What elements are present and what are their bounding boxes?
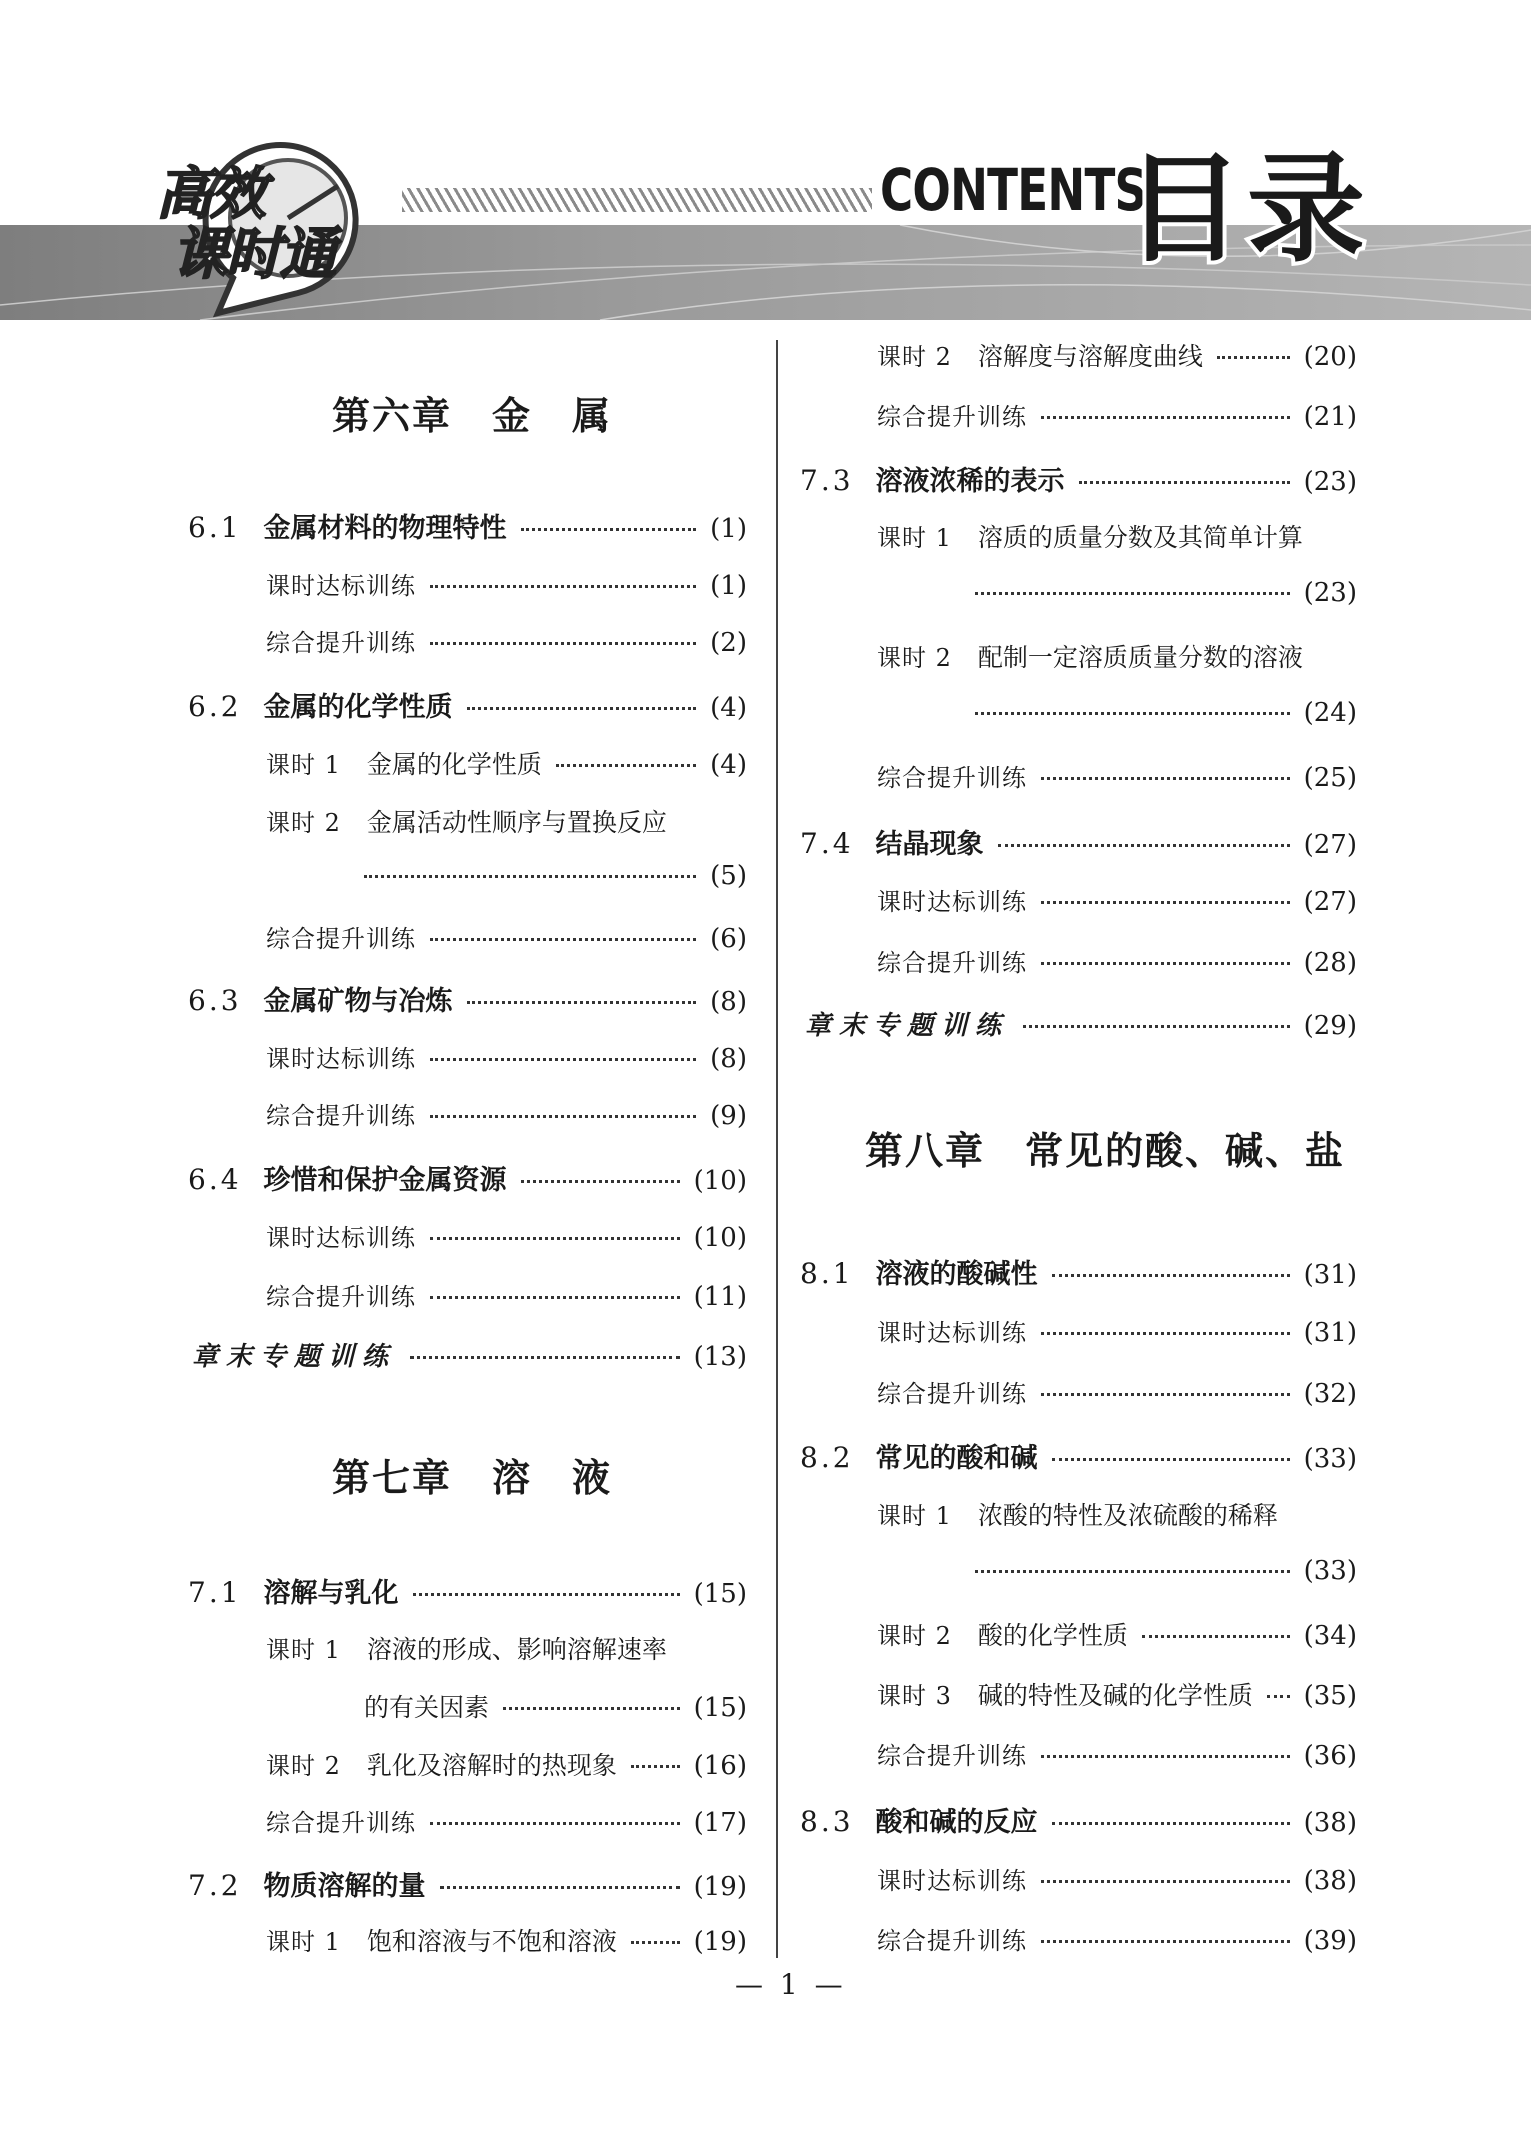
section-title: 金属材料的物理特性 bbox=[263, 513, 507, 544]
leader-dots bbox=[1041, 1755, 1290, 1758]
logo-line-2: 课时通 bbox=[172, 222, 334, 287]
leader-dots bbox=[1052, 1458, 1290, 1461]
leader-dots bbox=[1041, 1393, 1290, 1396]
page-ref: (9) bbox=[710, 1101, 747, 1131]
page-ref: (4) bbox=[710, 693, 747, 723]
entry-label: 综合提升训练 bbox=[877, 1927, 1027, 1955]
leader-dots bbox=[1267, 1695, 1290, 1698]
page-ref: (10) bbox=[693, 1166, 747, 1196]
page-ref: (33) bbox=[1303, 1556, 1357, 1586]
section-title: 溶液的酸碱性 bbox=[875, 1259, 1038, 1290]
contents-label: CONTENTS bbox=[880, 156, 1147, 224]
leader-dots bbox=[975, 1570, 1290, 1573]
page-ref: (10) bbox=[693, 1223, 747, 1253]
entry-text: 饱和溶液与不饱和溶液 bbox=[366, 1927, 617, 1956]
toc-entry-continuation[interactable] bbox=[975, 578, 1357, 622]
toc-entry[interactable] bbox=[877, 1861, 1357, 1905]
page-ref: (27) bbox=[1303, 887, 1357, 917]
section-number: 7.1 bbox=[188, 1576, 242, 1609]
entry-label: 综合提升训练 bbox=[266, 925, 416, 953]
toc-entry-continuation[interactable] bbox=[975, 698, 1357, 742]
toc-entry[interactable] bbox=[877, 518, 1357, 562]
entry-label: 课时达标训练 bbox=[877, 1319, 1027, 1347]
page-title: 目录 bbox=[1125, 140, 1370, 278]
section-number: 6.3 bbox=[188, 984, 242, 1017]
chapter-heading: 第七章 溶 液 bbox=[332, 1455, 613, 1500]
toc-entry[interactable] bbox=[877, 1676, 1357, 1720]
page-ref: (23) bbox=[1303, 578, 1357, 608]
page-ref: (33) bbox=[1303, 1444, 1357, 1474]
page-ref: (15) bbox=[693, 1579, 747, 1609]
page-ref: (16) bbox=[693, 1751, 747, 1781]
page-ref: (2) bbox=[710, 628, 747, 658]
toc-entry[interactable] bbox=[877, 638, 1357, 682]
leader-dots bbox=[1041, 1332, 1290, 1335]
page-ref: (28) bbox=[1303, 948, 1357, 978]
entry-label: 课时达标训练 bbox=[877, 888, 1027, 916]
leader-dots bbox=[1041, 1940, 1290, 1943]
entry-text: 溶解度与溶解度曲线 bbox=[977, 342, 1203, 371]
leader-dots bbox=[631, 1941, 680, 1944]
entry-text: 溶液的形成、影响溶解速率 bbox=[366, 1635, 667, 1664]
leader-dots bbox=[1041, 416, 1290, 419]
page-ref: (27) bbox=[1303, 830, 1357, 860]
toc-entry[interactable] bbox=[877, 1374, 1357, 1418]
page-ref: (31) bbox=[1303, 1260, 1357, 1290]
section-number: 6.2 bbox=[188, 690, 242, 723]
entry-label: 课时 2 bbox=[877, 343, 952, 371]
chapter-heading: 第六章 金 属 bbox=[332, 393, 613, 438]
page-ref: (4) bbox=[710, 750, 747, 780]
page-ref: (6) bbox=[710, 924, 747, 954]
entry-text: 金属活动性顺序与置换反应 bbox=[366, 808, 667, 837]
entry-label: 课时 2 bbox=[877, 1622, 952, 1650]
page-number: — 1 — bbox=[735, 1968, 847, 2001]
leader-dots bbox=[1041, 1880, 1290, 1883]
page-ref: (19) bbox=[693, 1927, 747, 1957]
toc-entry[interactable] bbox=[877, 1736, 1357, 1780]
entry-label: 综合提升训练 bbox=[877, 1742, 1027, 1770]
section-title: 常见的酸和碱 bbox=[875, 1443, 1038, 1474]
page-ref: (19) bbox=[693, 1872, 747, 1902]
toc-entry[interactable] bbox=[877, 758, 1357, 802]
page-ref: (36) bbox=[1303, 1741, 1357, 1771]
page-ref: (24) bbox=[1303, 698, 1357, 728]
entry-label: 课时达标训练 bbox=[266, 1045, 416, 1073]
entry-text: 碱的特性及碱的化学性质 bbox=[977, 1681, 1253, 1710]
entry-label: 综合提升训练 bbox=[266, 1102, 416, 1130]
page-ref: (1) bbox=[710, 514, 747, 544]
entry-label: 综合提升训练 bbox=[877, 403, 1027, 431]
entry-text: 浓酸的特性及浓硫酸的稀释 bbox=[977, 1501, 1278, 1530]
section-title: 珍惜和保护金属资源 bbox=[263, 1165, 507, 1196]
toc-entry-continuation[interactable] bbox=[975, 1556, 1357, 1600]
page-ref: (32) bbox=[1303, 1379, 1357, 1409]
section-number: 8.1 bbox=[800, 1257, 854, 1290]
entry-text: 溶质的质量分数及其简单计算 bbox=[977, 523, 1303, 552]
leader-dots bbox=[975, 712, 1290, 715]
page-ref: (31) bbox=[1303, 1318, 1357, 1348]
leader-dots bbox=[1052, 1274, 1290, 1277]
toc-section[interactable] bbox=[800, 1436, 1357, 1480]
toc-entry[interactable] bbox=[877, 1313, 1357, 1357]
toc-entry[interactable] bbox=[877, 337, 1357, 381]
page-ref: (20) bbox=[1303, 342, 1357, 372]
toc-section[interactable] bbox=[800, 822, 1357, 866]
entry-label: 课时 2 bbox=[266, 1752, 341, 1780]
page-ref: (25) bbox=[1303, 763, 1357, 793]
leader-dots bbox=[1142, 1635, 1290, 1638]
section-title: 金属的化学性质 bbox=[263, 692, 453, 723]
entry-label: 课时 1 bbox=[266, 1928, 341, 1956]
entry-text: 乳化及溶解时的热现象 bbox=[366, 1751, 617, 1780]
entry-text: 配制一定溶质质量分数的溶液 bbox=[977, 643, 1303, 672]
entry-label: 综合提升训练 bbox=[877, 764, 1027, 792]
chapter-review-label: 章末专题训练 bbox=[192, 1342, 397, 1372]
page-ref: (11) bbox=[693, 1282, 747, 1312]
entry-label: 课时达标训练 bbox=[877, 1867, 1027, 1895]
section-title: 结晶现象 bbox=[875, 829, 984, 860]
page-ref: (17) bbox=[693, 1808, 747, 1838]
section-number: 7.3 bbox=[800, 464, 854, 497]
section-number: 7.4 bbox=[800, 827, 854, 860]
toc-section[interactable] bbox=[800, 1800, 1357, 1844]
section-title: 溶液浓稀的表示 bbox=[875, 466, 1065, 497]
entry-text: 酸的化学性质 bbox=[977, 1621, 1128, 1650]
section-number: 8.2 bbox=[800, 1441, 854, 1474]
leader-dots bbox=[1079, 481, 1290, 484]
entry-label: 课时达标训练 bbox=[266, 572, 416, 600]
section-number: 8.3 bbox=[800, 1805, 854, 1838]
toc-entry[interactable] bbox=[877, 1616, 1357, 1660]
section-title: 物质溶解的量 bbox=[263, 1871, 426, 1902]
toc-section[interactable] bbox=[800, 1252, 1357, 1296]
toc-entry[interactable] bbox=[877, 1496, 1357, 1540]
page-ref: (5) bbox=[710, 861, 747, 891]
toc-entry[interactable] bbox=[877, 882, 1357, 926]
page-ref: (29) bbox=[1303, 1011, 1357, 1041]
toc-entry[interactable] bbox=[877, 397, 1357, 441]
leader-dots bbox=[1041, 901, 1290, 904]
section-number: 7.2 bbox=[188, 1869, 242, 1902]
section-number: 6.4 bbox=[188, 1163, 242, 1196]
column-divider bbox=[776, 340, 778, 1958]
leader-dots bbox=[1052, 1822, 1290, 1825]
leader-dots bbox=[1023, 1025, 1290, 1028]
section-title: 金属矿物与冶炼 bbox=[263, 986, 453, 1017]
chapter-review-label: 章末专题训练 bbox=[805, 1011, 1010, 1041]
page-ref: (38) bbox=[1303, 1808, 1357, 1838]
entry-label: 课时 1 bbox=[266, 751, 341, 779]
page-ref: (8) bbox=[710, 1044, 747, 1074]
entry-label: 课时 2 bbox=[266, 809, 341, 837]
toc-chapter-review[interactable] bbox=[805, 1005, 1357, 1049]
entry-label: 课时达标训练 bbox=[266, 1224, 416, 1252]
leader-dots bbox=[1217, 356, 1290, 359]
page-ref: (13) bbox=[693, 1342, 747, 1372]
entry-label: 综合提升训练 bbox=[877, 1380, 1027, 1408]
page-ref: (15) bbox=[693, 1693, 747, 1723]
page-ref: (39) bbox=[1303, 1926, 1357, 1956]
leader-dots bbox=[975, 592, 1290, 595]
logo-line-1: 高效 bbox=[156, 162, 264, 227]
entry-label: 课时 2 bbox=[877, 644, 952, 672]
leader-dots bbox=[998, 844, 1290, 847]
leader-dots bbox=[1041, 777, 1290, 780]
entry-label: 综合提升训练 bbox=[266, 1283, 416, 1311]
section-number: 6.1 bbox=[188, 511, 242, 544]
page-ref: (23) bbox=[1303, 467, 1357, 497]
entry-label: 课时 3 bbox=[877, 1682, 952, 1710]
leader-dots bbox=[1041, 962, 1290, 965]
entry-label: 综合提升训练 bbox=[266, 1809, 416, 1837]
entry-label: 课时 1 bbox=[877, 1502, 952, 1530]
leader-dots bbox=[631, 1765, 680, 1768]
page-ref: (38) bbox=[1303, 1866, 1357, 1896]
entry-label: 综合提升训练 bbox=[266, 629, 416, 657]
page-ref: (35) bbox=[1303, 1681, 1357, 1711]
chapter-heading: 第八章 常见的酸、碱、盐 bbox=[865, 1128, 1346, 1173]
toc-section[interactable] bbox=[800, 459, 1357, 503]
toc-entry[interactable] bbox=[877, 1921, 1357, 1965]
entry-label: 课时 1 bbox=[266, 1636, 341, 1664]
entry-text: 的有关因素 bbox=[364, 1693, 490, 1722]
page-ref: (34) bbox=[1303, 1621, 1357, 1651]
page-ref: (21) bbox=[1303, 402, 1357, 432]
page-ref: (1) bbox=[710, 571, 747, 601]
section-title: 酸和碱的反应 bbox=[875, 1807, 1038, 1838]
page-ref: (8) bbox=[710, 987, 747, 1017]
section-title: 溶解与乳化 bbox=[263, 1578, 399, 1609]
entry-label: 综合提升训练 bbox=[877, 949, 1027, 977]
entry-label: 课时 1 bbox=[877, 524, 952, 552]
entry-text: 金属的化学性质 bbox=[366, 750, 542, 779]
toc-entry[interactable] bbox=[877, 943, 1357, 987]
